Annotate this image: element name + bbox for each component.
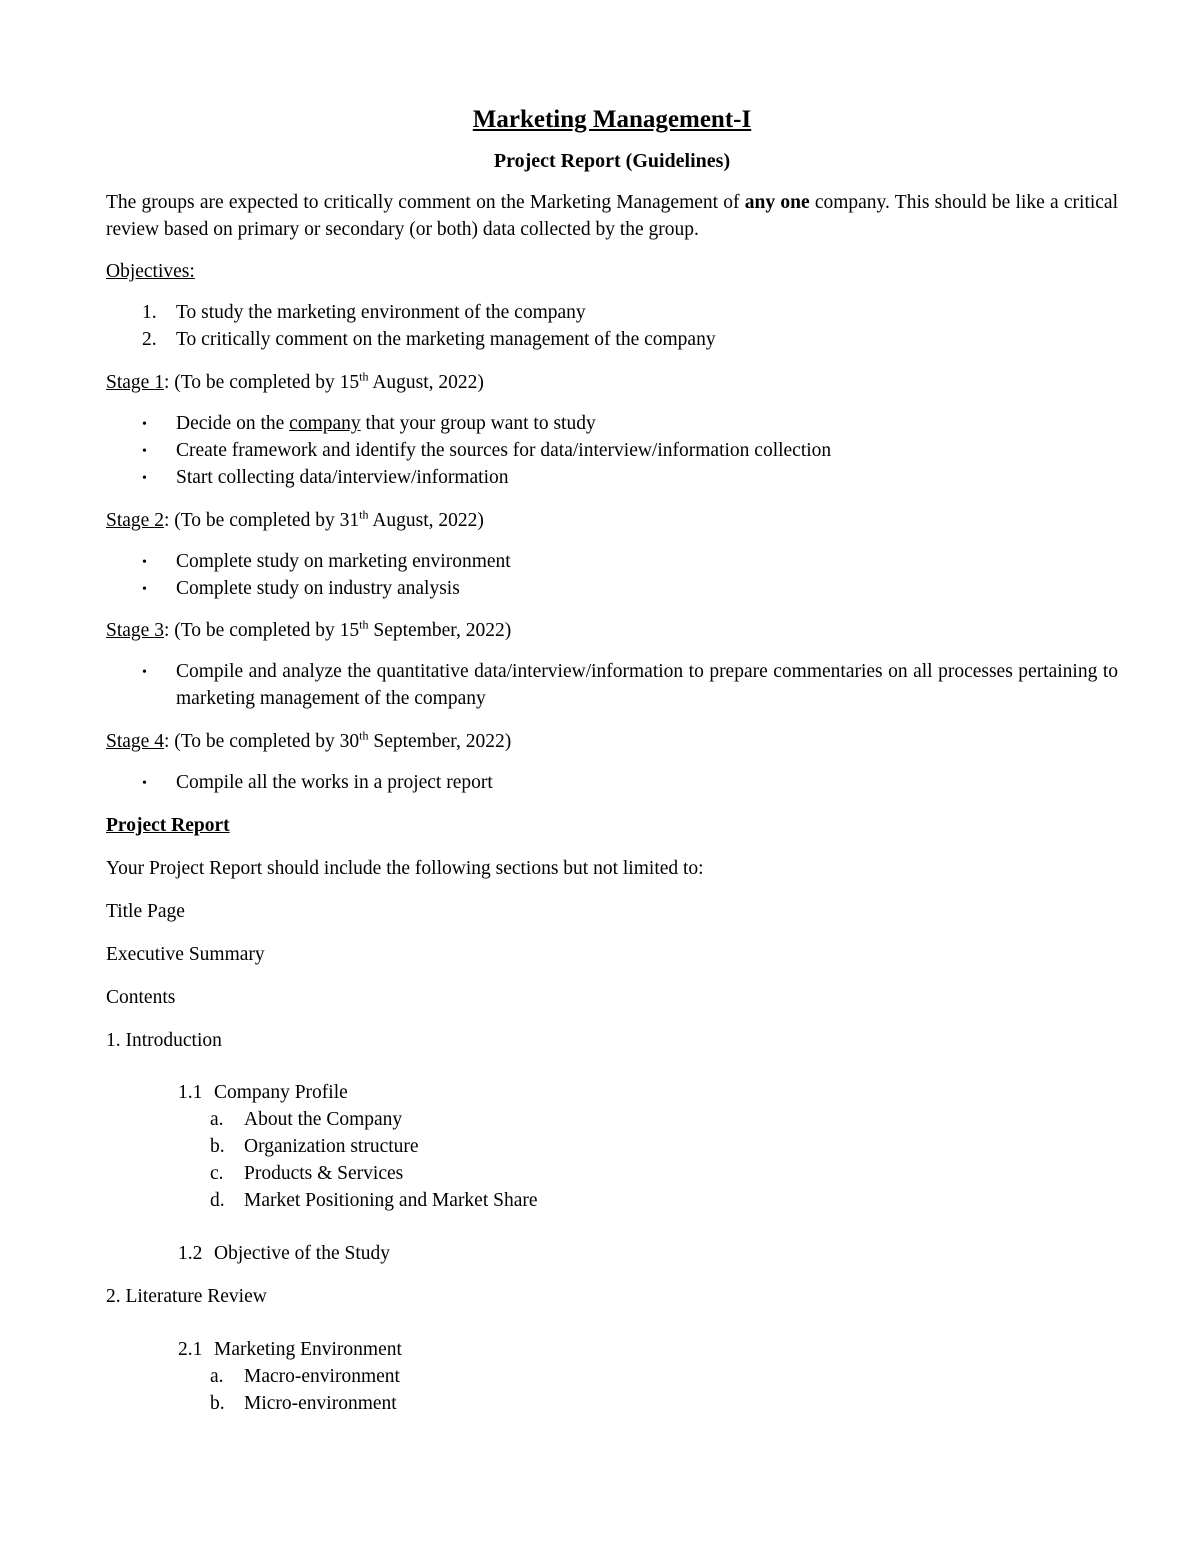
list-item [106,549,1118,576]
stage-number: 3 [154,620,164,642]
list-marker: b. [210,1136,225,1158]
list-item-text: Products & Services [244,1163,404,1185]
list-marker: 1. [142,302,157,324]
bullet-icon: • [142,581,147,597]
document-subtitle: Project Report (Guidelines) [493,150,731,172]
list-item-text: Decide on the [176,413,290,435]
list-marker: c. [210,1163,224,1185]
bullet-icon: • [142,417,147,433]
subsection-text: Marketing Environment [214,1338,402,1360]
list-item-text: To critically comment on the marketing management of the company [176,329,716,351]
list-item [106,1161,1118,1188]
project-report-heading [106,813,1118,840]
stage-date-pre: : (To be completed by 15 [163,372,360,394]
subsection-number: 2.1 [178,1338,203,1360]
stage-number: 1 [154,372,164,394]
section-executive-summary: Executive Summary [106,943,265,965]
list-item [106,411,1118,438]
bullet-icon: • [142,470,147,486]
list-item-text: Micro-environment [244,1392,397,1414]
stage-3-heading [106,618,1118,645]
stage-4-list [106,770,1118,797]
list-item [106,327,1118,354]
subsection-2-1 [106,1337,1118,1364]
list-item [106,465,1118,492]
stage-label: Stage [106,731,155,753]
list-item-underlined: company [289,413,361,435]
list-item [106,300,1118,327]
bullet-icon: • [142,443,147,459]
bullet-icon: • [142,776,147,792]
stage-date-pre: : (To be completed by 15 [163,620,360,642]
stage-date-post: September, 2022) [368,731,512,753]
subsection-1-1-list [106,1107,1118,1215]
section-literature-review: 2. Literature Review [106,1285,267,1307]
bullet-icon: • [142,554,147,570]
subsection-text: Company Profile [214,1082,348,1104]
list-item-text: Create framework and identify the sources for data/interview/information collection [176,439,832,461]
list-item-text: Complete study on marketing environment [176,550,511,572]
objectives-heading [106,259,1118,286]
list-item-text: Compile and analyze the quantitative data/interview/information to prepare commentaries on all processes pertaining to marketing management of the company [176,661,1118,710]
stage-number: 2 [154,509,164,531]
document-page [106,100,1118,1418]
subsection-1-1 [106,1080,1118,1107]
objectives-list [106,300,1118,354]
subsection-1-2 [106,1241,1118,1268]
subsection-number: 1.2 [178,1242,203,1264]
bullet-icon: • [142,665,147,681]
objectives-heading-text: Objectives: [106,261,195,283]
stage-date-pre: : (To be completed by 31 [163,509,360,531]
list-item-text: Compile all the works in a project report [176,772,493,794]
list-item [106,1391,1118,1418]
stage-3-list [106,659,1118,713]
list-item-text: Macro-environment [244,1365,400,1387]
list-marker: b. [210,1392,225,1414]
intro-text-2: company. This should be like a critical review based on primary or secondary (or both) data collected by the group. [106,191,1119,240]
list-marker: 2. [142,329,157,351]
list-marker: d. [210,1190,225,1212]
stage-4-heading [106,729,1118,756]
stage-date-post: August, 2022) [368,372,484,394]
stage-label: Stage [106,372,155,394]
list-item-text: To study the marketing environment of the company [176,302,586,324]
list-item [106,659,1118,713]
list-item-text: About the Company [244,1109,403,1131]
list-item [106,1188,1118,1215]
subsection-text: Objective of the Study [214,1242,391,1264]
stage-date-pre: : (To be completed by 30 [163,731,360,753]
list-item-text: Start collecting data/interview/information [176,466,509,488]
list-item [106,1134,1118,1161]
stage-2-list [106,549,1118,603]
stage-date-post: August, 2022) [368,509,484,531]
stage-number: 4 [154,731,164,753]
stage-2-heading [106,508,1118,535]
list-item [106,438,1118,465]
list-item-text: Organization structure [244,1136,419,1158]
list-marker: a. [210,1365,224,1387]
stage-date-post: September, 2022) [368,620,512,642]
list-item-text: Market Positioning and Market Share [244,1190,538,1212]
list-item [106,1107,1118,1134]
project-report-lead: Your Project Report should include the following sections but not limited to: [106,857,704,879]
project-report-heading-text: Project Report [106,815,230,836]
stage-1-heading [106,370,1118,397]
section-introduction: 1. Introduction [106,1029,222,1051]
stage-date-sup: th [359,369,369,384]
stage-label: Stage [106,620,155,642]
list-marker: a. [210,1109,224,1131]
list-item [106,770,1118,797]
stage-date-sup: th [359,617,369,632]
intro-bold: any one [744,191,810,213]
list-item [106,576,1118,603]
list-item-text: Complete study on industry analysis [176,577,460,599]
section-title-page: Title Page [106,900,185,922]
intro-paragraph [106,190,1118,244]
stage-date-sup: th [359,507,369,522]
intro-text-1: The groups are expected to critically comment on the Marketing Management of [106,191,745,213]
stage-1-list [106,411,1118,492]
document-title: Marketing Management-I [472,106,752,133]
subsection-2-1-list [106,1364,1118,1418]
list-item [106,1364,1118,1391]
stage-date-sup: th [359,728,369,743]
section-contents: Contents [106,986,176,1008]
list-item-text: that your group want to study [360,413,596,435]
subsection-number: 1.1 [178,1082,203,1104]
stage-label: Stage [106,509,155,531]
